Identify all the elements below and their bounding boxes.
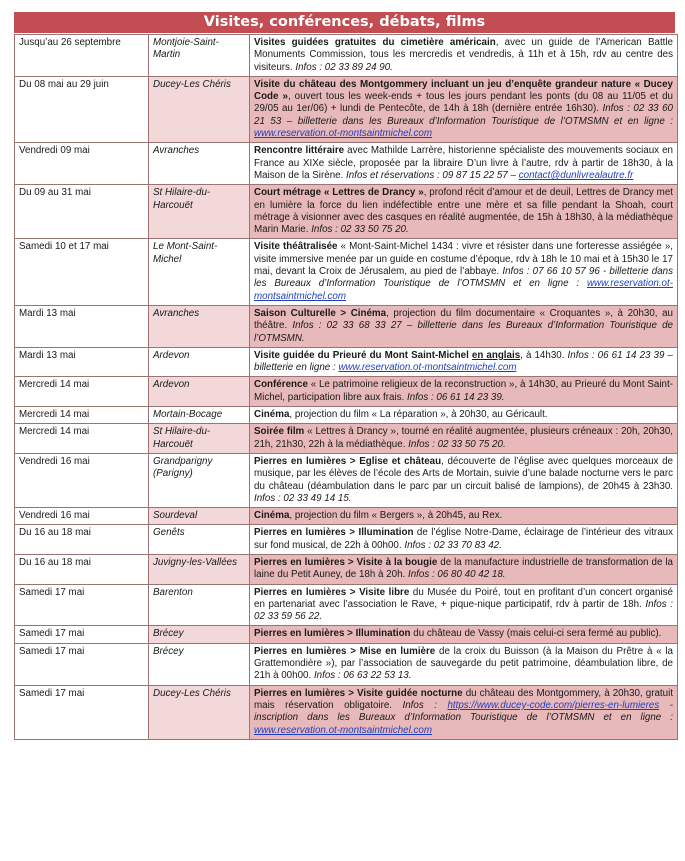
event-title: Soirée film: [254, 426, 305, 438]
table-row: [15, 377, 678, 407]
table-row: [15, 643, 678, 685]
event-infos: Infos : 06 63 22 53 13.: [313, 670, 412, 682]
event-place: St Hilaire-du-Harcouët: [149, 424, 250, 454]
event-infos: Infos : 02 33 68 33 27 – billetterie dans les Bureaux d’Information Touristique de l’OTMSMN.: [254, 320, 673, 344]
event-title: Visite guidée du Prieuré du Mont Saint-Michel: [254, 349, 469, 361]
event-link[interactable]: https://www.ducey-code.com/pierres-en-lumieres: [447, 699, 660, 711]
event-infos: Infos : 06 61 14 23 39.: [407, 391, 505, 403]
table-row: [15, 239, 678, 305]
table-row: [15, 407, 678, 424]
event-title: Pierres en lumières > Mise en lumière: [254, 645, 436, 657]
event-place: Ducey-Les Chéris: [149, 685, 250, 739]
event-text: « Mont-Saint-Michel 1434 : vivre et résister dans une forteresse assiégée », visite immersive menée par un guide en costume d’époque, rdv à 18h le 10 mai et à 15h30 le 17 mai, devant la Croix de Jérusalem, au pied de l’abbaye.: [254, 241, 673, 278]
event-place: Le Mont-Saint-Michel: [149, 239, 250, 305]
event-date: Mercredi 14 mai: [15, 377, 149, 407]
event-date: Vendredi 16 mai: [15, 453, 149, 507]
table-row: [15, 525, 678, 555]
event-text: du château des Montgommery, à 20h30, gratuit mais réservation obligatoire.: [254, 687, 674, 711]
table-row: [15, 143, 678, 185]
event-infos-extra: - inscription dans les Bureaux d’Information Touristique de l’OTMSMN et en ligne :: [254, 699, 673, 724]
event-title: Pierres en lumières > Illumination: [254, 527, 414, 539]
event-description: [250, 554, 678, 584]
table-row: [15, 626, 678, 643]
event-date: Samedi 10 et 17 mai: [15, 239, 149, 305]
event-description: [250, 407, 678, 424]
event-date: Du 16 au 18 mai: [15, 554, 149, 584]
event-place: Montjoie-Saint-Martin: [149, 35, 250, 77]
table-row: [15, 305, 678, 347]
event-text: du Musée du Poiré, tout en profitant d’un concert organisé en partenariat avec l’association le Rave, + pique-nique participatif, rdv à partir de 18h.: [254, 586, 673, 610]
event-infos: Infos : 07 66 10 57 96 - billetterie dans les Bureaux d’Information Touristique de l’OTMSMN et en ligne :: [254, 266, 673, 290]
event-infos: Infos et réservations : 09 87 15 22 57 –: [346, 169, 516, 181]
event-date: Samedi 17 mai: [15, 626, 149, 643]
event-text: , à 14h30.: [520, 349, 565, 361]
event-description: [250, 76, 678, 142]
event-text: , projection du film « La réparation », à 20h30, au Géricault.: [289, 409, 548, 421]
event-text: de la croix du Buisson (à la Maison du Prêtre à « la Grattemondière »), par l’association de sauvegarde du petit patrimoine, déambulation libre, de 21h à 00h00.: [254, 645, 673, 682]
event-date: Samedi 17 mai: [15, 643, 149, 685]
event-place: Brécey: [149, 626, 250, 643]
table-row: [15, 76, 678, 142]
event-description: [250, 377, 678, 407]
table-row: [15, 453, 678, 507]
event-place: Sourdeval: [149, 508, 250, 525]
event-infos: Infos : 02 33 89 24 90.: [295, 61, 393, 73]
event-title: Pierres en lumières > Eglise et château: [254, 455, 442, 467]
event-date: Samedi 17 mai: [15, 685, 149, 739]
event-title: Visite théâtralisée: [254, 241, 338, 253]
event-text: du château de Vassy (mais celui-ci sera fermé au public).: [410, 628, 662, 640]
event-text: avec Mathilde Larrère, historienne spécialiste des mouvements sociaux en France au XIXe siècle, proposée par la libraire D’un livre à l’autre, rdv à partir de 18h30, à la Maison de la Sirène.: [254, 145, 673, 181]
event-description: [250, 239, 678, 305]
table-row: [15, 554, 678, 584]
event-date: Samedi 17 mai: [15, 584, 149, 626]
section-title: Visites, conférences, débats, films: [14, 12, 675, 33]
event-title: Pierres en lumières > Illumination: [254, 628, 411, 640]
event-text: , ouvert tous les week-ends + tous les jours pendant les ponts (du 08 au 11/05 et du 29/05 au 1er/06) + lundi de Pentecôte, de 14h à 18h (dernière entrée 16h30).: [254, 91, 673, 115]
event-description: [250, 685, 678, 739]
event-title: Pierres en lumières > Visite à la bougie: [254, 556, 438, 568]
event-place: Avranches: [149, 143, 250, 185]
event-place: Ardevon: [149, 347, 250, 377]
event-title: Court métrage « Lettres de Drancy »: [254, 187, 424, 199]
event-infos: Infos : 02 33 59 56 22.: [254, 598, 673, 623]
event-infos: Infos : 02 33 60 21 53 – billetterie dans les Bureaux d’Information Touristique de l’OTMSMN et en ligne :: [254, 103, 674, 127]
event-title: Pierres en lumières > Visite libre: [254, 586, 410, 598]
table-row: [15, 35, 678, 77]
event-infos: Infos : 06 80 40 42 18.: [407, 569, 506, 581]
event-place: Mortain-Bocage: [149, 407, 250, 424]
event-place: Juvigny-les-Vallées: [149, 554, 250, 584]
event-text: de la manufacture industrielle de transformation de la laine du Petit Auney, de 18h à 20h.: [254, 556, 673, 581]
event-text: , avec un guide de l’American Battle Monuments Commission, tous les mercredis et vendredis, à 11h et à 15h, rdv au centre des visiteurs.: [254, 37, 674, 73]
event-title: Visites guidées gratuites du cimetière américain: [254, 37, 496, 48]
event-date: Mardi 13 mai: [15, 305, 149, 347]
event-link[interactable]: www.reservation.ot-montsaintmichel.com: [254, 278, 673, 302]
event-date: Vendredi 16 mai: [15, 508, 149, 525]
event-text: , projection du film « Bergers », à 20h45, au Rex.: [289, 510, 503, 522]
table-row: [15, 584, 678, 626]
events-table-body: [15, 35, 678, 740]
event-description: [250, 35, 678, 77]
event-text: de l’église Notre-Dame, éclairage de l’intérieur des vitraux sur fond musical, de 22h à 00h00.: [254, 527, 673, 551]
event-date: Mercredi 14 mai: [15, 424, 149, 454]
table-row: [15, 347, 678, 377]
event-infos: Infos : 06 61 14 23 39 – billetterie en ligne :: [254, 349, 673, 374]
event-link[interactable]: www.reservation.ot-montsaintmichel.com: [254, 128, 433, 140]
event-infos: Infos : 02 33 70 83 42.: [404, 539, 502, 551]
event-description: [250, 424, 678, 454]
event-infos: Infos : 02 33 49 14 15.: [254, 492, 352, 504]
event-infos: Infos : 02 33 50 75 20.: [311, 224, 409, 236]
event-text: , profond récit d’amour et de deuil, Lettres de Drancy met en lumière la force du lien indéfectible entre une mère et sa fille pendant la Shoah, court métrage à visionner avec des casques en réalité augmentée, de 15h à 18h30, à la médiathèque Marin Marie.: [254, 187, 673, 236]
event-title: Pierres en lumières > Visite guidée nocturne: [254, 687, 463, 699]
event-place: Avranches: [149, 305, 250, 347]
event-description: [250, 643, 678, 685]
event-text: , projection du film documentaire « Croquantes », à 20h30, au théâtre.: [254, 307, 673, 332]
event-description: [250, 525, 678, 555]
event-description: [250, 453, 678, 507]
event-date: Du 08 mai au 29 juin: [15, 76, 149, 142]
event-link[interactable]: contact@dunlivrealautre.fr: [518, 169, 634, 181]
event-place: Ducey-Les Chéris: [149, 76, 250, 142]
event-infos: Infos :: [402, 699, 437, 711]
event-date: Du 09 au 31 mai: [15, 185, 149, 239]
event-place: Brécey: [149, 643, 250, 685]
table-row: [15, 424, 678, 454]
event-date: Du 16 au 18 mai: [15, 525, 149, 555]
event-description: [250, 626, 678, 643]
event-title: Rencontre littéraire: [254, 145, 345, 157]
event-place: Ardevon: [149, 377, 250, 407]
event-date: Mercredi 14 mai: [15, 407, 149, 424]
table-row: [15, 508, 678, 525]
event-place: Genêts: [149, 525, 250, 555]
event-date: Vendredi 09 mai: [15, 143, 149, 185]
event-title: Cinéma: [254, 510, 290, 522]
event-description: [250, 347, 678, 377]
event-description: [250, 508, 678, 525]
event-description: [250, 185, 678, 239]
event-link-secondary[interactable]: www.reservation.ot-montsaintmichel.com: [254, 724, 433, 736]
event-description: [250, 143, 678, 185]
event-text: , découverte de l’église avec quelques morceaux de musique, par les élèves de l’école des Arts de Mortain, suivie d’une balade nocturne vers le parc du château (déambulation dans le parc par un circuit balisé de lampions), de 20h45 à 23h30.: [254, 455, 673, 492]
table-row: [15, 685, 678, 739]
event-description: [250, 305, 678, 347]
event-title-emphasis: en anglais: [471, 349, 521, 361]
event-infos: Infos : 02 33 50 75 20.: [408, 438, 506, 450]
event-title: Visite du château des Montgommery incluant un jeu d’enquête grandeur nature « Ducey Code »: [254, 78, 673, 103]
events-table: [14, 34, 678, 740]
event-place: St Hilaire-du-Harcouët: [149, 185, 250, 239]
event-text: « Lettres à Drancy », tourné en réalité augmentée, plusieurs créneaux : 20h, 20h30, 21h, 21h30, 22h à la médiathèque.: [254, 426, 673, 450]
event-date: Mardi 13 mai: [15, 347, 149, 377]
event-title: Saison Culturelle > Cinéma: [254, 307, 387, 319]
event-title: Conférence: [254, 379, 308, 391]
event-place: Grandparigny (Parigny): [149, 453, 250, 507]
event-link[interactable]: www.reservation.ot-montsaintmichel.com: [338, 362, 517, 374]
event-description: [250, 584, 678, 626]
event-place: Barenton: [149, 584, 250, 626]
event-text: « Le patrimoine religieux de la reconstruction », à 14h30, au Prieuré du Mont Saint-Michel, participation libre aux frais.: [254, 379, 673, 403]
table-row: [15, 185, 678, 239]
event-date: Jusqu’au 26 septembre: [15, 35, 149, 77]
event-title: Cinéma: [254, 409, 290, 421]
